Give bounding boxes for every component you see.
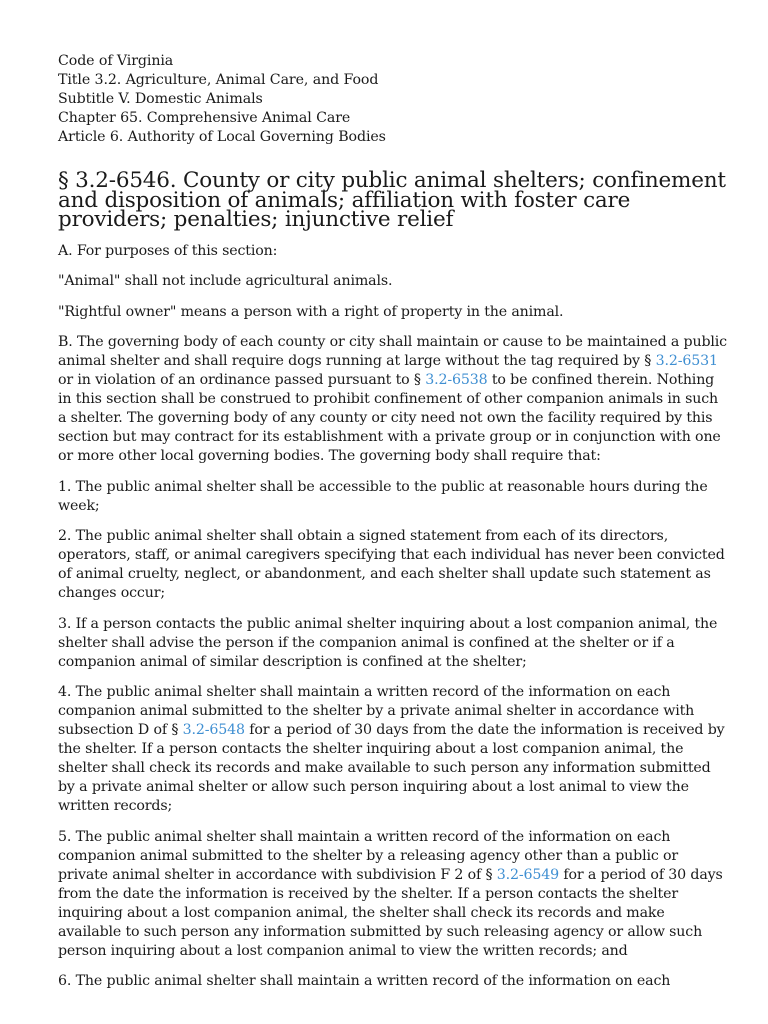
list-item-6: 6. The public animal shelter shall maintain a written record of the information on each bbox=[58, 973, 671, 989]
list-item-5-text-2: for a period of 30 days from the date the information is received by the shelter. If a person contacts the shelter inquiring about a lost companion animal, the shelter shall check its records and make available to such person any information submitted by such releasing agency or allow such person inquiring about a lost companion animal to view the written records; and bbox=[58, 866, 723, 959]
list-item-4-text-1: 4. The public animal shelter shall maintain a written record of the information on each companion animal submitted to the shelter by a private animal shelter in accordance with subsection D of § bbox=[58, 684, 695, 738]
link-3-2-6538[interactable]: 3.2-6538 bbox=[425, 372, 488, 388]
breadcrumb-chapter: Chapter 65. Comprehensive Animal Care bbox=[58, 110, 351, 126]
list-item-4 bbox=[58, 683, 728, 816]
paragraph-b-text-1: B. The governing body of each county or city shall maintain or cause to be maintained a public animal shelter and shall require dogs running at large without the tag required by § bbox=[58, 334, 727, 369]
section-title: § 3.2-6546. County or city public animal shelters; confinement and disposition of animals; affiliation with foster care providers; penalties; injunctive relief bbox=[58, 168, 726, 232]
breadcrumb-subtitle: Subtitle V. Domestic Animals bbox=[58, 91, 263, 107]
link-3-2-6531[interactable]: 3.2-6531 bbox=[655, 353, 718, 369]
link-3-2-6548[interactable]: 3.2-6548 bbox=[182, 722, 245, 738]
paragraph-b-text-2: or in violation of an ordinance passed pursuant to § bbox=[58, 372, 426, 388]
paragraph-a-intro: A. For purposes of this section: bbox=[58, 242, 278, 259]
list-item-2: 2. The public animal shelter shall obtain a signed statement from each of its directors, operators, staff, or animal caregivers specifying that each individual has never been convicted of animal cruelty, neglect, or abandonment, and each shelter shall update such statement as changes occur; bbox=[58, 528, 725, 601]
section-body bbox=[58, 242, 728, 992]
link-3-2-6549[interactable]: 3.2-6549 bbox=[496, 866, 560, 883]
list-item-5 bbox=[58, 828, 728, 961]
paragraph-animal-definition: "Animal" shall not include agricultural animals. bbox=[58, 273, 393, 289]
breadcrumb-code: Code of Virginia bbox=[58, 53, 174, 69]
breadcrumb-article: Article 6. Authority of Local Governing Bodies bbox=[58, 129, 386, 145]
list-item-3: 3. If a person contacts the public animal shelter inquiring about a lost companion animal, the shelter shall advise the person if the companion animal is confined at the shelter or if a companion animal of similar description is confined at the shelter; bbox=[58, 615, 718, 670]
paragraph-b-text-3: to be confined therein. Nothing in this section shall be construed to prohibit confinement of other companion animals in such a shelter. The governing body of any county or city need not own the facility required by this section but may contract for its establishment with a private group or in conjunction with one or more other local governing bodies. The governing body shall require that: bbox=[58, 372, 721, 464]
breadcrumb-title: Title 3.2. Agriculture, Animal Care, and Food bbox=[58, 72, 379, 88]
paragraph-b bbox=[58, 333, 728, 466]
list-item-1: 1. The public animal shelter shall be accessible to the public at reasonable hours during the week; bbox=[58, 478, 708, 514]
list-item-5-text-1: 5. The public animal shelter shall maintain a written record of the information on each companion animal submitted to the shelter by a releasing agency other than a public or private animal shelter in accordance with subdivision F 2 of § bbox=[58, 828, 679, 883]
paragraph-owner-definition: "Rightful owner" means a person with a right of property in the animal. bbox=[58, 303, 564, 320]
breadcrumb bbox=[58, 52, 728, 147]
list-item-4-text-2: for a period of 30 days from the date the information is received by the shelter. If a person contacts the shelter inquiring about a lost companion animal, the shelter shall check its records and make available to such person any information submitted by a private animal shelter or allow such person inquiring about a lost animal to view the written records; bbox=[58, 722, 725, 814]
